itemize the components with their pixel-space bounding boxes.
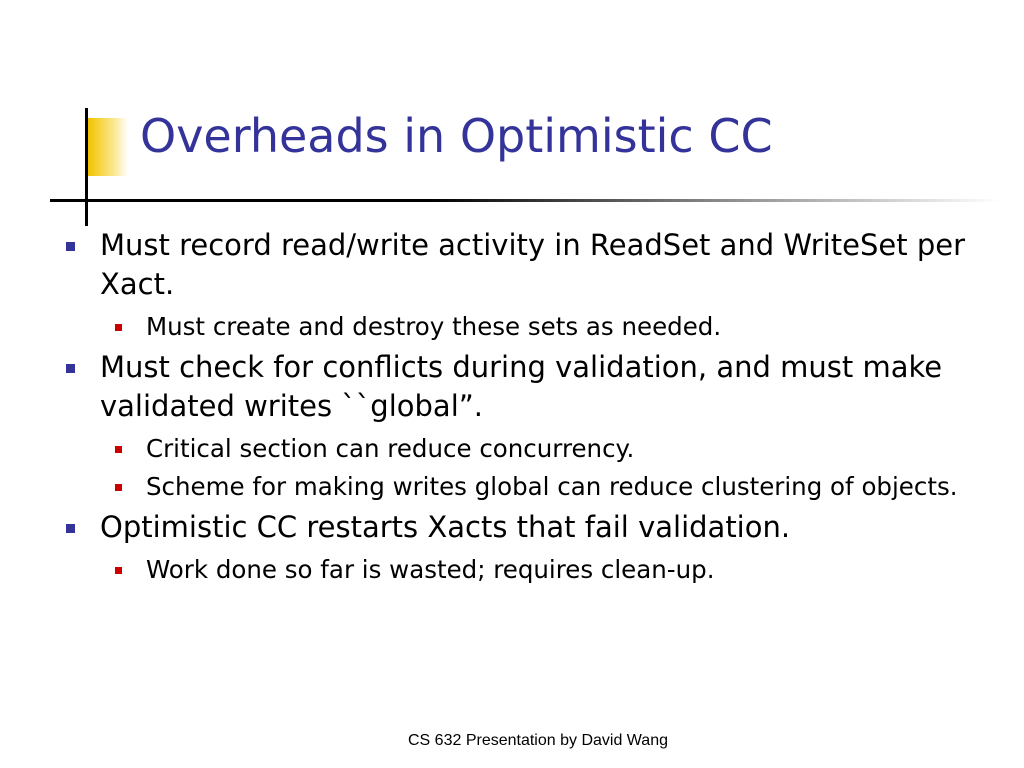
square-bullet-icon	[66, 242, 75, 251]
bullet-item	[60, 226, 990, 304]
sub-bullet-text: Scheme for making writes global can reduce clustering of objects.	[146, 472, 958, 501]
square-bullet-icon	[66, 524, 75, 533]
title-underline	[50, 199, 1000, 202]
slide-title: Overheads in Optimistic CC	[140, 109, 773, 163]
square-bullet-icon	[66, 364, 75, 373]
title-accent-gradient	[88, 118, 128, 176]
bullet-item	[60, 508, 990, 547]
square-sub-bullet-icon	[115, 567, 122, 574]
bullet-text: Must check for conflicts during validation, and must make validated writes ``global”.	[100, 350, 943, 423]
bullet-text: Optimistic CC restarts Xacts that fail validation.	[100, 510, 791, 544]
slide-body	[60, 226, 990, 591]
sub-bullet-text: Work done so far is wasted; requires clean-up.	[146, 555, 715, 584]
sub-bullet-item	[60, 470, 990, 503]
sub-bullet-text: Must create and destroy these sets as needed.	[146, 312, 722, 341]
bullet-item	[60, 348, 990, 426]
sub-bullet-item	[60, 553, 990, 586]
square-sub-bullet-icon	[115, 484, 122, 491]
square-sub-bullet-icon	[115, 324, 122, 331]
title-accent-vertical-line	[85, 108, 88, 226]
bullet-text: Must record read/write activity in ReadSet and WriteSet per Xact.	[100, 228, 965, 301]
sub-bullet-text: Critical section can reduce concurrency.	[146, 434, 635, 463]
slide-footer: CS 632 Presentation by David Wang	[408, 732, 668, 749]
sub-bullet-item	[60, 432, 990, 465]
square-sub-bullet-icon	[115, 446, 122, 453]
sub-bullet-item	[60, 310, 990, 343]
